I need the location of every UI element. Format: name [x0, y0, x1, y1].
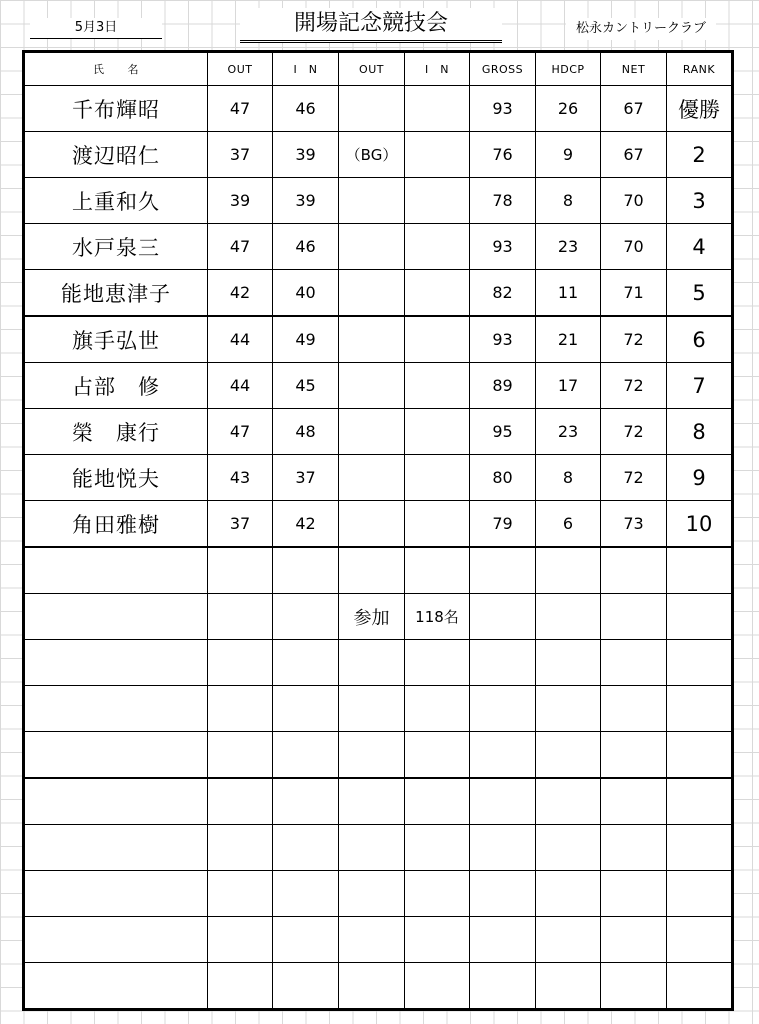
- out-score-2: [339, 455, 405, 501]
- gross-score: 82: [470, 270, 536, 317]
- in-score-2: [405, 363, 470, 409]
- in-score: 40: [273, 270, 339, 317]
- in-score: 42: [273, 501, 339, 548]
- out-score: 47: [208, 224, 273, 270]
- handicap: 9: [536, 132, 601, 178]
- date-label: 5月3日: [30, 18, 162, 39]
- table-row: [25, 224, 732, 270]
- handicap: 23: [536, 409, 601, 455]
- out-score: 44: [208, 316, 273, 363]
- out-score: 39: [208, 178, 273, 224]
- net-score: 67: [601, 132, 667, 178]
- rank: 4: [667, 224, 732, 270]
- in-score-2: [405, 501, 470, 548]
- empty-row: [25, 778, 732, 825]
- table-row: [25, 501, 732, 548]
- in-score-2: [405, 178, 470, 224]
- player-name: 能地恵津子: [25, 270, 208, 317]
- rank: 7: [667, 363, 732, 409]
- in-score: 39: [273, 132, 339, 178]
- gross-score: 95: [470, 409, 536, 455]
- player-name: 能地悦夫: [25, 455, 208, 501]
- page-title: 開場記念競技会: [240, 8, 502, 43]
- column-header-net: NET: [601, 53, 667, 86]
- rank: 6: [667, 316, 732, 363]
- table-row: [25, 178, 732, 224]
- rank: 優勝: [667, 86, 732, 132]
- in-score-2: [405, 270, 470, 317]
- net-score: 72: [601, 363, 667, 409]
- rank: 5: [667, 270, 732, 317]
- in-score: 49: [273, 316, 339, 363]
- out-score-2: [339, 501, 405, 548]
- handicap: 17: [536, 363, 601, 409]
- in-score: 48: [273, 409, 339, 455]
- handicap: 6: [536, 501, 601, 548]
- empty-row: [25, 825, 732, 871]
- in-score: 37: [273, 455, 339, 501]
- player-name: 占部 修: [25, 363, 208, 409]
- column-header-hdcp: HDCP: [536, 53, 601, 86]
- out-score-2: [339, 86, 405, 132]
- handicap: 8: [536, 178, 601, 224]
- table-row: [25, 409, 732, 455]
- score-table: [24, 52, 732, 1009]
- gross-score: 79: [470, 501, 536, 548]
- in-score: 46: [273, 86, 339, 132]
- player-name: 榮 康行: [25, 409, 208, 455]
- rank: 9: [667, 455, 732, 501]
- net-score: 71: [601, 270, 667, 317]
- out-score: 44: [208, 363, 273, 409]
- in-score-2: [405, 455, 470, 501]
- net-score: 67: [601, 86, 667, 132]
- out-score: 37: [208, 501, 273, 548]
- in-score: 39: [273, 178, 339, 224]
- handicap: 21: [536, 316, 601, 363]
- in-score-2: [405, 316, 470, 363]
- gross-score: 80: [470, 455, 536, 501]
- gross-score: 89: [470, 363, 536, 409]
- net-score: 70: [601, 178, 667, 224]
- net-score: 70: [601, 224, 667, 270]
- empty-row: [25, 871, 732, 917]
- in-score: 46: [273, 224, 339, 270]
- out-score-2: [339, 224, 405, 270]
- net-score: 73: [601, 501, 667, 548]
- table-row: [25, 132, 732, 178]
- column-header-out-2: OUT: [339, 53, 405, 86]
- table-row: [25, 270, 732, 317]
- table-row: [25, 455, 732, 501]
- in-score-2: [405, 132, 470, 178]
- column-header-in-2: I N: [405, 53, 470, 86]
- gross-score: 76: [470, 132, 536, 178]
- out-score: 43: [208, 455, 273, 501]
- net-score: 72: [601, 316, 667, 363]
- club-name: 松永カントリークラブ: [566, 18, 716, 40]
- in-score-2: [405, 86, 470, 132]
- net-score: 72: [601, 409, 667, 455]
- column-header-rank: RANK: [667, 53, 732, 86]
- participants-count: 118名: [405, 594, 470, 640]
- rank: 10: [667, 501, 732, 548]
- out-score: 47: [208, 409, 273, 455]
- table-row: [25, 86, 732, 132]
- handicap: 11: [536, 270, 601, 317]
- player-name: 千布輝昭: [25, 86, 208, 132]
- handicap: 26: [536, 86, 601, 132]
- out-score-2: [339, 270, 405, 317]
- gross-score: 78: [470, 178, 536, 224]
- rank: 3: [667, 178, 732, 224]
- player-name: 角田雅樹: [25, 501, 208, 548]
- in-score-2: [405, 224, 470, 270]
- handicap: 23: [536, 224, 601, 270]
- out-score: 42: [208, 270, 273, 317]
- player-name: 上重和久: [25, 178, 208, 224]
- out-score-2: [339, 178, 405, 224]
- empty-row: [25, 640, 732, 686]
- empty-row: [25, 732, 732, 779]
- out-score-2: [339, 363, 405, 409]
- in-score: 45: [273, 363, 339, 409]
- in-score-2: [405, 409, 470, 455]
- player-name: 旗手弘世: [25, 316, 208, 363]
- column-header-out: OUT: [208, 53, 273, 86]
- out-score-2: [339, 409, 405, 455]
- player-name: 水戸泉三: [25, 224, 208, 270]
- gross-score: 93: [470, 316, 536, 363]
- column-header-name: 氏 名: [25, 53, 208, 86]
- out-score-2: [339, 316, 405, 363]
- gross-score: 93: [470, 224, 536, 270]
- net-score: 72: [601, 455, 667, 501]
- out-score: 47: [208, 86, 273, 132]
- empty-row: [25, 963, 732, 1009]
- table-row: [25, 363, 732, 409]
- header-row: [25, 53, 732, 86]
- column-header-in: I N: [273, 53, 339, 86]
- handicap: 8: [536, 455, 601, 501]
- rank: 2: [667, 132, 732, 178]
- participants-label: 参加: [339, 594, 405, 640]
- out-score-2: （BG）: [339, 132, 405, 178]
- empty-row: [25, 686, 732, 732]
- rank: 8: [667, 409, 732, 455]
- gross-score: 93: [470, 86, 536, 132]
- empty-row: [25, 917, 732, 963]
- empty-row: [25, 547, 732, 594]
- participants-row: [25, 594, 732, 640]
- player-name: 渡辺昭仁: [25, 132, 208, 178]
- table-row: [25, 316, 732, 363]
- out-score: 37: [208, 132, 273, 178]
- column-header-gross: GROSS: [470, 53, 536, 86]
